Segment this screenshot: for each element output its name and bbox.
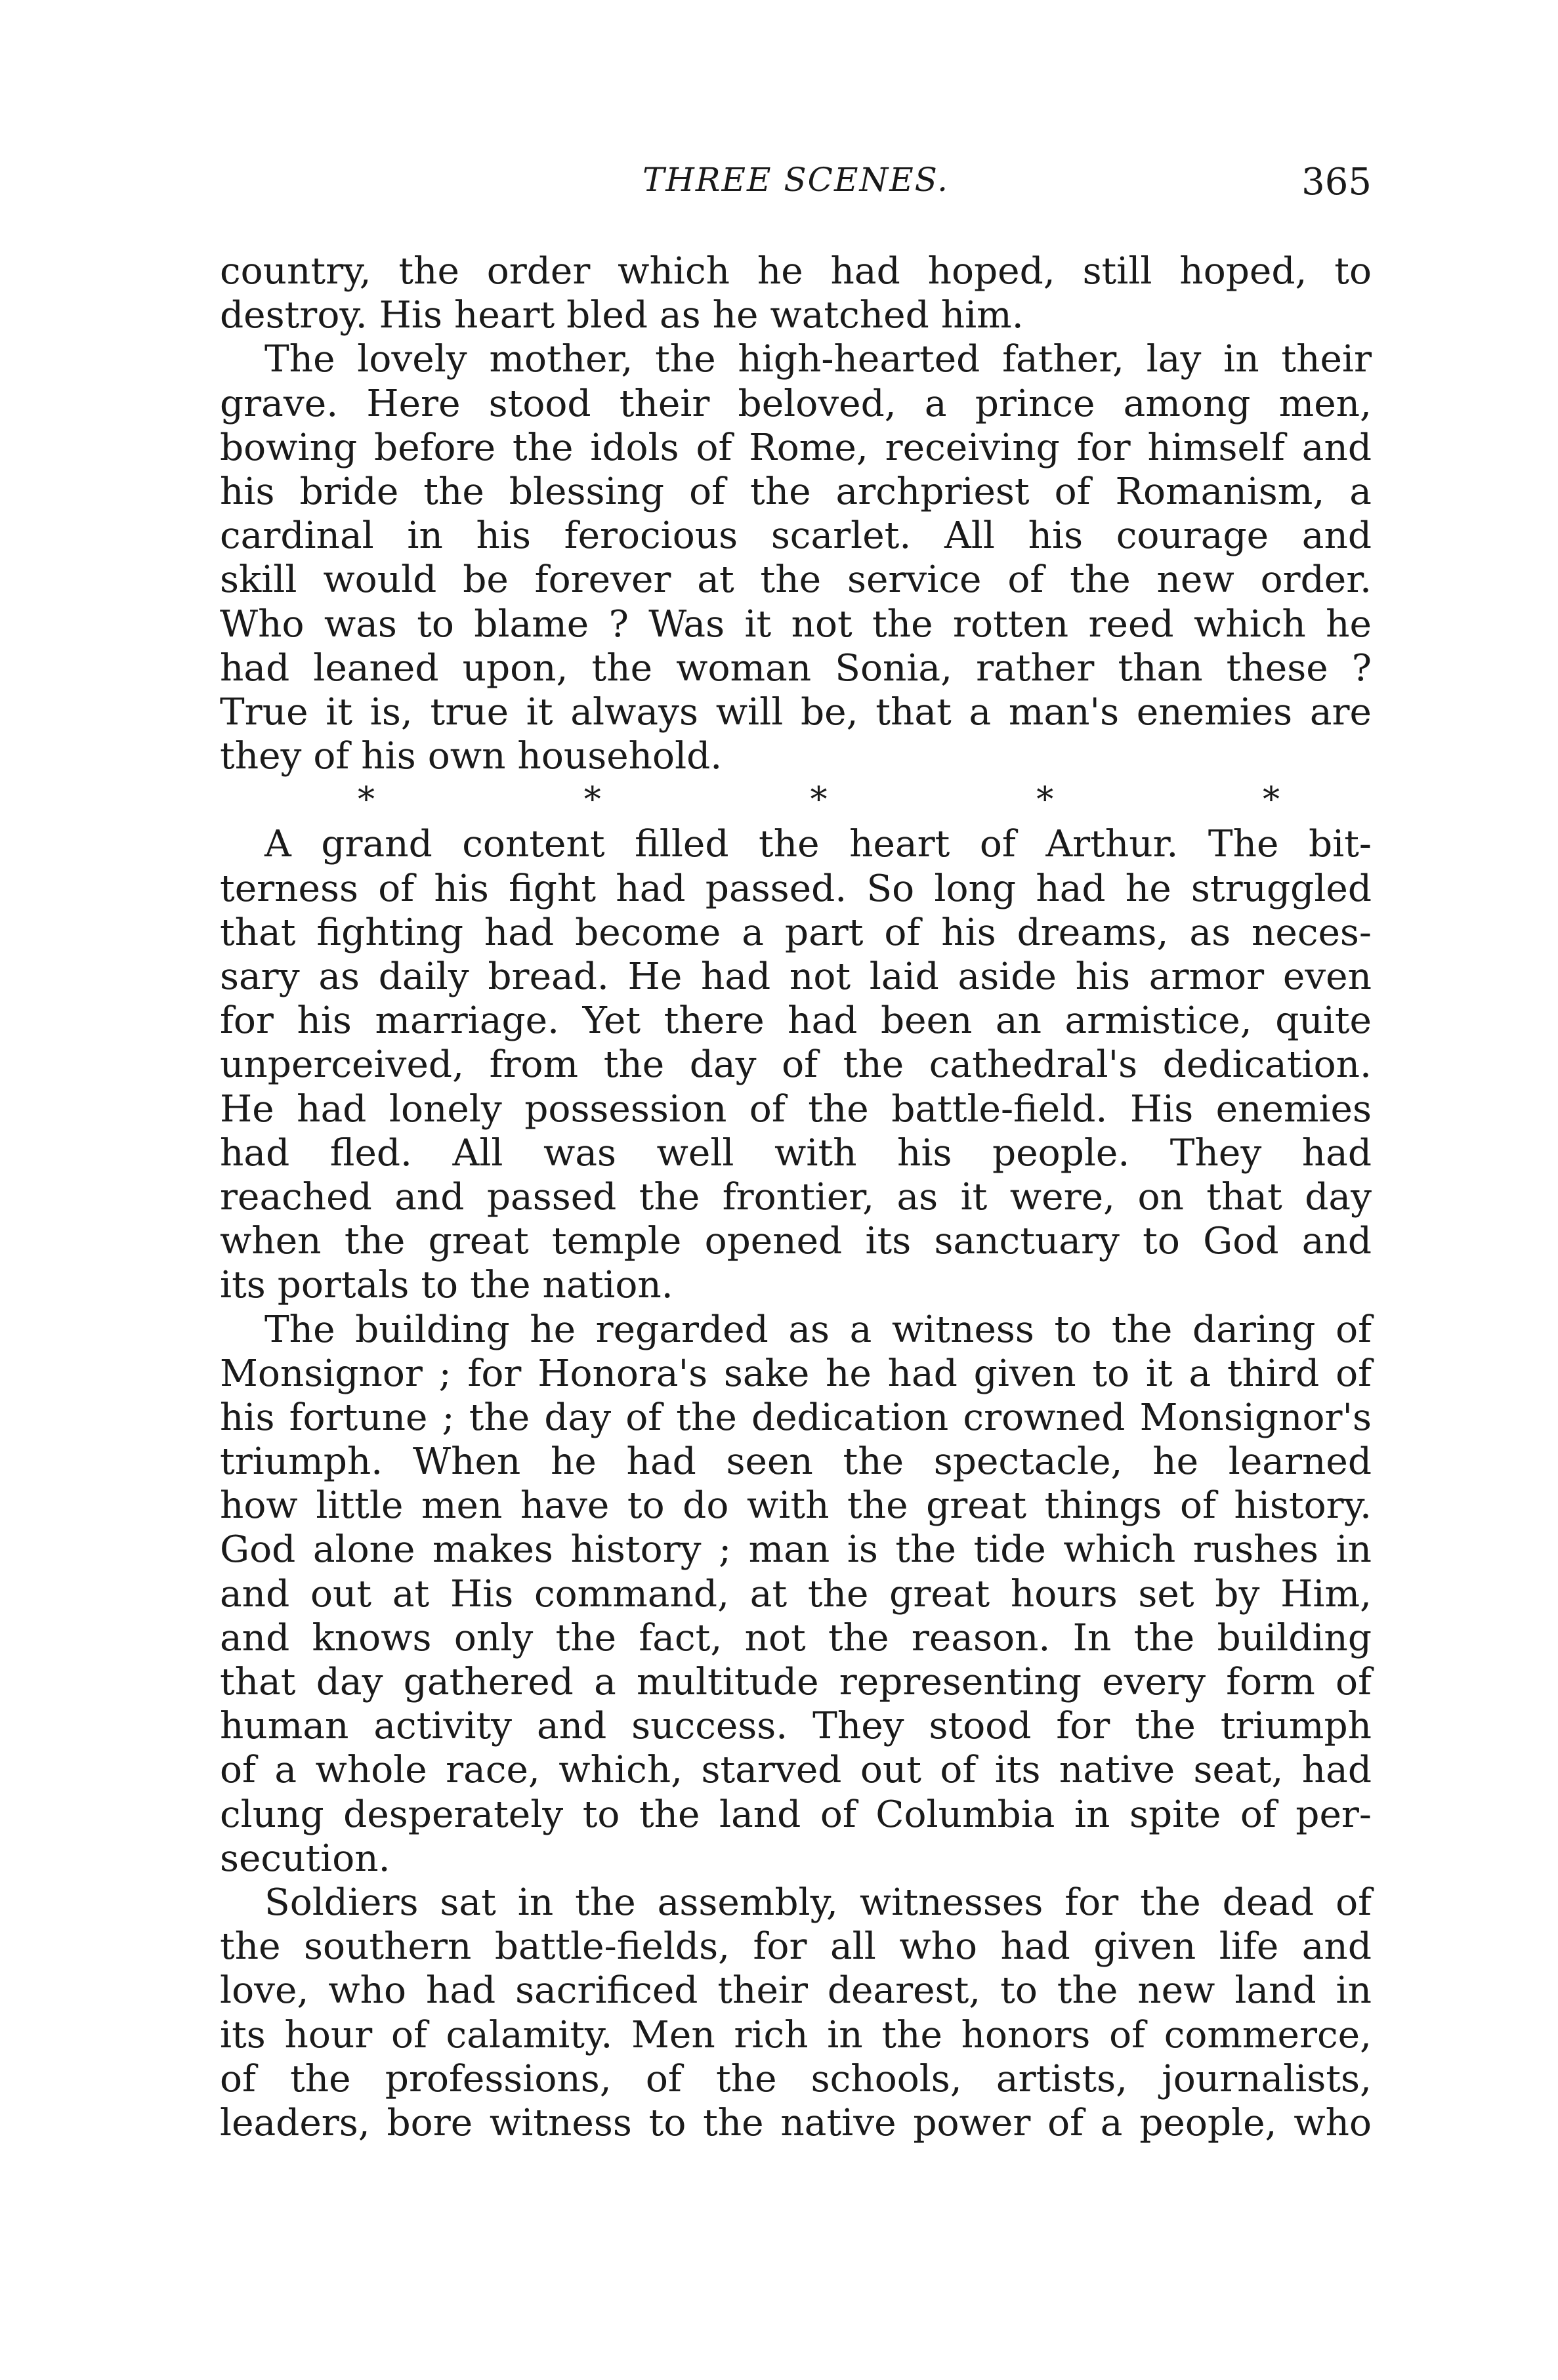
separator-asterisk: * — [1263, 780, 1280, 820]
text-line: how little men have to do with the great things of history. — [220, 1484, 1372, 1528]
separator-asterisk: * — [810, 780, 828, 820]
text-line: secution. — [220, 1837, 390, 1880]
text-line: Who was to blame ? Was it not the rotten reed which he — [220, 602, 1372, 646]
text-line: its hour of calamity. Men rich in the honors of commerce, — [220, 2013, 1372, 2056]
text-line: his bride the blessing of the archpriest of Romanism, a — [220, 470, 1372, 513]
text-line: the southern battle-fields, for all who had given life and — [220, 1925, 1372, 1969]
text-line: they of his own household. — [220, 735, 723, 778]
text-line: cardinal in his ferocious scarlet. All his courage and — [220, 514, 1372, 558]
text-line: terness of his fight had passed. So long had he struggled — [220, 867, 1372, 910]
separator-asterisk: * — [583, 780, 601, 820]
text-line: A grand content filled the heart of Arthur. The bit- — [264, 823, 1372, 866]
text-line: bowing before the idols of Rome, receiving for himself and — [220, 426, 1372, 469]
running-title: THREE SCENES. — [642, 161, 950, 199]
text-line: had fled. All was well with his people. They had — [220, 1131, 1372, 1175]
text-line: and knows only the fact, not the reason. In the building — [220, 1616, 1372, 1660]
separator-asterisk: * — [358, 780, 375, 820]
text-line: The lovely mother, the high-hearted father, lay in their — [264, 338, 1372, 381]
text-line: reached and passed the frontier, as it were, on that day — [220, 1175, 1372, 1219]
text-line: country, the order which he had hoped, still hoped, to — [220, 250, 1372, 293]
text-line: Soldiers sat in the assembly, witnesses for the dead of — [264, 1881, 1372, 1924]
text-line: clung desperately to the land of Columbia in spite of per- — [220, 1793, 1372, 1836]
body-text — [220, 249, 1372, 2145]
text-line: had leaned upon, the woman Sonia, rather than these ? — [220, 646, 1372, 690]
separator-asterisk: * — [1036, 780, 1054, 820]
text-line: and out at His command, at the great hours set by Him, — [220, 1572, 1372, 1616]
text-line: love, who had sacrificed their dearest, to the new land in — [220, 1969, 1372, 2013]
text-line: triumph. When he had seen the spectacle, he learned — [220, 1440, 1372, 1484]
text-line: He had lonely possession of the battle-field. His enemies — [220, 1087, 1372, 1131]
text-line: its portals to the nation. — [220, 1264, 673, 1307]
text-line: grave. Here stood their beloved, a prince among men, — [220, 382, 1372, 425]
section-separator — [220, 778, 1372, 822]
text-line: True it is, true it always will be, that a man's enemies are — [220, 690, 1372, 734]
text-line: unperceived, from the day of the cathedral's dedication. — [220, 1043, 1372, 1087]
text-line: when the great temple opened its sanctuary to God and — [220, 1220, 1372, 1263]
text-line: skill would be forever at the service of the new order. — [220, 558, 1372, 602]
page-number: 365 — [1301, 161, 1372, 203]
running-head — [220, 161, 1372, 213]
text-line: his fortune ; the day of the dedication crowned Monsignor's — [220, 1396, 1372, 1439]
text-line: leaders, bore witness to the native power of a people, who — [220, 2101, 1372, 2144]
text-line: destroy. His heart bled as he watched him. — [220, 294, 1024, 337]
text-line: human activity and success. They stood for the triumph — [220, 1705, 1372, 1748]
text-line: of the professions, of the schools, artists, journalists, — [220, 2057, 1372, 2100]
text-line: sary as daily bread. He had not laid aside his armor even — [220, 955, 1372, 998]
text-line: of a whole race, which, starved out of its native seat, had — [220, 1749, 1372, 1792]
text-line: Monsignor ; for Honora's sake he had given to it a third of — [220, 1352, 1372, 1395]
text-line: for his marriage. Yet there had been an armistice, quite — [220, 999, 1372, 1043]
text-line: that fighting had become a part of his dreams, as neces- — [220, 911, 1372, 954]
text-line: God alone makes history ; man is the tide which rushes in — [220, 1528, 1372, 1572]
text-line: The building he regarded as a witness to the daring of — [264, 1308, 1372, 1351]
text-line: that day gathered a multitude representing every form of — [220, 1661, 1372, 1703]
